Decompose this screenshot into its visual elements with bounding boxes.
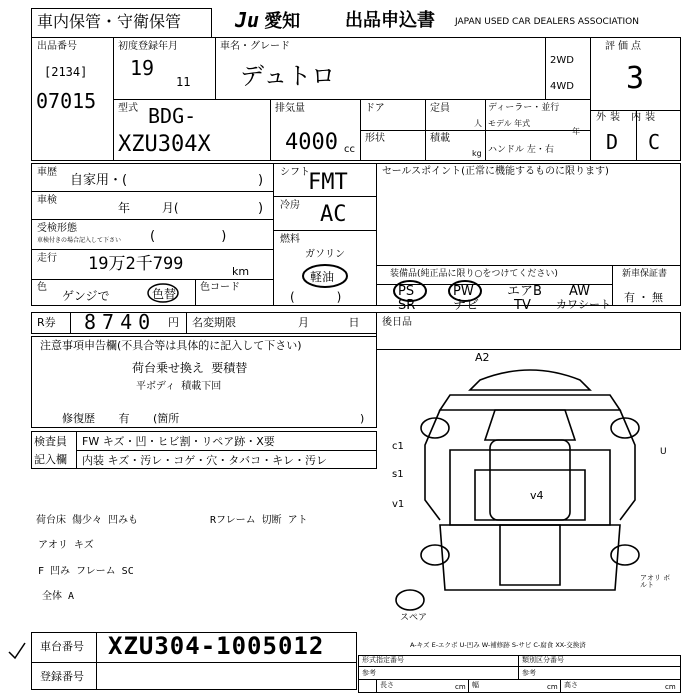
height-cm: cm — [665, 683, 676, 691]
eq-pw-circle — [447, 279, 483, 303]
note-line2: 平ボディ 積載下回 — [136, 381, 222, 392]
inspection-label: 車検 — [37, 195, 57, 206]
color-value: ゲンジで — [62, 289, 110, 303]
dealer-import-label: ディーラー・並行 — [488, 103, 560, 113]
width-cm: cm — [547, 683, 558, 691]
first-reg-month: 11 — [176, 75, 191, 89]
rating-score: 3 — [626, 61, 646, 96]
model-year-label: モデル 年式 — [488, 119, 531, 128]
type-line2: XZU304X — [118, 132, 211, 157]
receipt-parens: ( ) — [150, 229, 227, 244]
remark-line2: アオリ キズ — [38, 540, 94, 551]
diagram-top-note: A2 — [475, 351, 490, 364]
notes-title: 注意事項申告欄(不具合等は具体的に記入して下さい) — [40, 339, 302, 352]
aircon-value: AC — [320, 202, 347, 227]
remark-line4: 全体 A — [42, 591, 75, 602]
lot-no-label: 出品番号 — [37, 41, 77, 52]
diagram-v4: v4 — [530, 489, 544, 502]
form-title: 出品申込書 — [345, 10, 435, 31]
category-no-label: 類別区分番号 — [522, 656, 564, 664]
after-date-box — [376, 312, 681, 350]
eq-kawa[interactable]: カワシート — [556, 298, 611, 311]
type-line1: BDG- — [148, 104, 197, 128]
eq-airbag[interactable]: エアB — [507, 284, 542, 299]
interior-row: 内装 キズ・汚レ・コゲ・穴・タバコ・キレ・汚レ — [82, 454, 328, 467]
color-change-circle — [146, 282, 180, 304]
recycle-label: R券 — [37, 316, 56, 329]
fuel-value: ガソリン — [305, 249, 345, 260]
chassis-no-label: 車台番号 — [40, 640, 84, 653]
ext-int-label: 外装 内装 — [596, 112, 660, 123]
height-label: 高さ — [564, 681, 578, 689]
model-grade-label: 車名・グレード — [220, 41, 290, 52]
checkmark-icon — [6, 640, 28, 662]
fuel-label: 燃料 — [280, 234, 300, 245]
color-change: 色替 — [152, 287, 177, 301]
diagram-right-note: アオリ ボルト — [640, 574, 671, 589]
capacity-label: 定員 — [430, 103, 450, 114]
fuel-diesel-circle — [300, 262, 350, 290]
reference-label: 参考 — [362, 669, 376, 677]
first-reg-label: 初度登録年月 — [118, 41, 178, 52]
width-label: 幅 — [472, 681, 479, 689]
rating-label: 評価点 — [605, 41, 644, 52]
aircon-label: 冷房 — [280, 200, 300, 211]
eq-navi[interactable]: ナビ — [453, 298, 480, 313]
diagram-s1: s1 — [392, 469, 404, 480]
drive-4wd: 4WD — [550, 81, 574, 92]
diagram-v1: v1 — [392, 499, 405, 510]
history-value: 自家用・( — [70, 173, 128, 188]
fuel-diesel: 軽油 — [310, 270, 335, 284]
displacement-value: 4000 — [285, 130, 338, 155]
capacity-unit: 人 — [474, 119, 482, 128]
mileage-label: 走行 — [37, 253, 57, 264]
history-close: ) — [258, 173, 264, 188]
displacement-label: 排気量 — [275, 103, 305, 114]
logo — [235, 10, 300, 31]
yen-label: 円 — [168, 316, 179, 329]
fuel-parens: ( ) — [290, 290, 342, 304]
receipt-label: 受検形態 — [37, 223, 77, 234]
int-grade: C — [648, 130, 661, 154]
inspection-close: ) — [258, 201, 264, 216]
doors-label: ドア — [365, 103, 385, 114]
inspection-value: 年 月( — [118, 201, 179, 215]
eq-aw[interactable]: AW — [569, 284, 591, 299]
damage-legend: A-キズ E-エクボ U-凹み W-補修跡 S-サビ C-腐食 XX-交換済 — [410, 641, 586, 649]
inspector-label: 検査員 — [34, 435, 67, 448]
eq-sr[interactable]: SR — [398, 298, 416, 313]
spec-box — [358, 655, 681, 693]
lot-number: 07015 — [36, 89, 97, 113]
history-label: 車歴 — [37, 167, 57, 178]
eq-pw[interactable]: PW — [453, 284, 474, 299]
model-name: デュトロ — [240, 62, 336, 90]
fw-row: FW キズ・凹・ヒビ割・リペア跡・X要 — [82, 435, 275, 448]
load-label: 積載 — [430, 133, 450, 144]
storage-label: 車内保管・守衛保管 — [37, 12, 182, 31]
spare-label: スペア — [400, 613, 428, 623]
diagram-c1: c1 — [392, 441, 404, 452]
name-change-date: 月 日 — [298, 316, 360, 329]
entry-label: 記入欄 — [34, 453, 67, 466]
color-label: 色 — [37, 282, 47, 293]
shift-label: シフト — [280, 167, 310, 178]
ext-grade: D — [606, 130, 619, 154]
after-date-label: 後日品 — [382, 317, 412, 328]
ju-logo-mark: Ju — [235, 8, 260, 32]
remark-line1b: Rフレーム 切断 アト — [210, 515, 308, 526]
remark-line1: 荷台床 傷少々 凹みも — [36, 515, 139, 526]
type-label: 型式 — [118, 103, 138, 114]
kg-label: kg — [472, 149, 482, 158]
equipment-label: 装備品(純正品に限り○をつけてください) — [390, 269, 558, 279]
drive-2wd: 2WD — [550, 55, 574, 66]
association-en: JAPAN USED CAR DEALERS ASSOCIATION — [455, 17, 639, 27]
warranty-value: 有・無 — [624, 291, 666, 304]
sales-point-label: セールスポイント(正常に機能するものに限ります) — [382, 166, 609, 177]
note-line1: 荷台乗せ換え 要積替 — [132, 361, 248, 375]
steering-label: ハンドル 左・右 — [488, 145, 554, 155]
name-change-label: 名変期限 — [192, 316, 236, 329]
shift-value: FMT — [308, 170, 348, 195]
eq-ps[interactable]: PS — [398, 284, 415, 299]
mileage-unit: km — [232, 265, 250, 278]
first-reg-year: 19 — [130, 56, 155, 80]
cc-label: cc — [344, 144, 355, 155]
length-label: 長さ — [380, 681, 394, 689]
remark-line3: F 凹み フレーム SC — [38, 566, 134, 577]
recycle-amount: 8740 — [84, 310, 157, 334]
chassis-no-value: XZU304-1005012 — [108, 632, 325, 660]
eq-tv[interactable]: TV — [514, 298, 531, 313]
length-cm: cm — [455, 683, 466, 691]
receipt-sub: 車検付きの場合記入して下さい — [37, 237, 122, 244]
reg-no-label: 登録番号 — [40, 670, 84, 683]
diagram-u: U — [660, 447, 667, 457]
shape-label: 形状 — [365, 133, 385, 144]
reference-label-2: 参考 — [522, 669, 536, 677]
color-code-label: 色コード — [200, 282, 240, 293]
mileage-value: 19万2千799 — [88, 254, 184, 274]
repair-label: 修復歴 有 (箇所 — [62, 412, 180, 425]
warranty-label: 新車保証書 — [622, 269, 668, 279]
form-designation-label: 形式指定番号 — [362, 656, 404, 664]
association-jp: 愛知 — [264, 11, 301, 32]
eq-ps-circle — [392, 279, 428, 303]
repair-close: ) — [360, 412, 365, 425]
lot-bracket: [2134] — [44, 65, 88, 79]
year-unit: 年 — [572, 127, 580, 136]
